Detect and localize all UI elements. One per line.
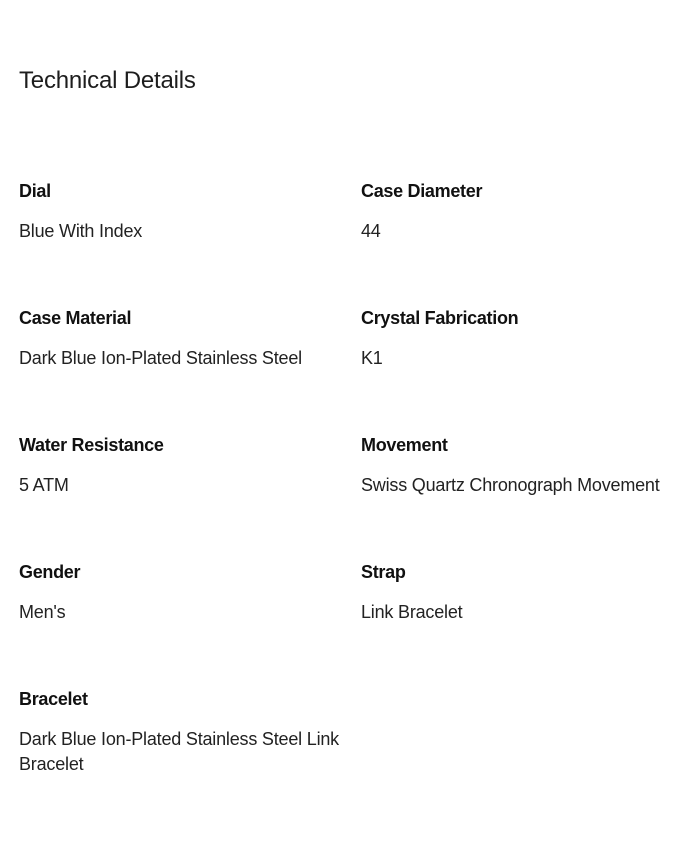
detail-label: Dial (19, 181, 51, 201)
detail-label: Gender (19, 562, 81, 582)
detail-value: Dark Blue Ion-Plated Stainless Steel (19, 348, 302, 368)
detail-label: Case Diameter (361, 181, 483, 201)
section-title: Technical Details (19, 67, 196, 94)
detail-dial (19, 180, 361, 307)
technical-details-section (19, 0, 699, 850)
detail-strap (361, 561, 699, 688)
detail-label: Crystal Fabrication (361, 308, 519, 328)
detail-label: Movement (361, 435, 448, 455)
detail-value: Swiss Quartz Chronograph Movement (361, 475, 660, 495)
detail-label: Case Material (19, 308, 132, 328)
detail-label: Bracelet (19, 689, 88, 709)
detail-case-diameter (361, 180, 699, 307)
detail-value: 44 (361, 221, 381, 241)
detail-label: Water Resistance (19, 435, 164, 455)
detail-water-resistance (19, 434, 361, 561)
detail-value: Blue With Index (19, 221, 143, 241)
detail-bracelet (19, 688, 361, 815)
detail-value: K1 (361, 348, 383, 368)
detail-value: 5 ATM (19, 475, 69, 495)
detail-crystal-fabrication (361, 307, 699, 434)
detail-label: Strap (361, 562, 406, 582)
details-grid (19, 180, 699, 815)
detail-value: Link Bracelet (361, 602, 463, 622)
detail-gender (19, 561, 361, 688)
detail-value: Dark Blue Ion-Plated Stainless Steel Link Bracelet (19, 729, 339, 774)
detail-value: Men's (19, 602, 66, 622)
detail-movement (361, 434, 699, 561)
detail-case-material (19, 307, 361, 434)
